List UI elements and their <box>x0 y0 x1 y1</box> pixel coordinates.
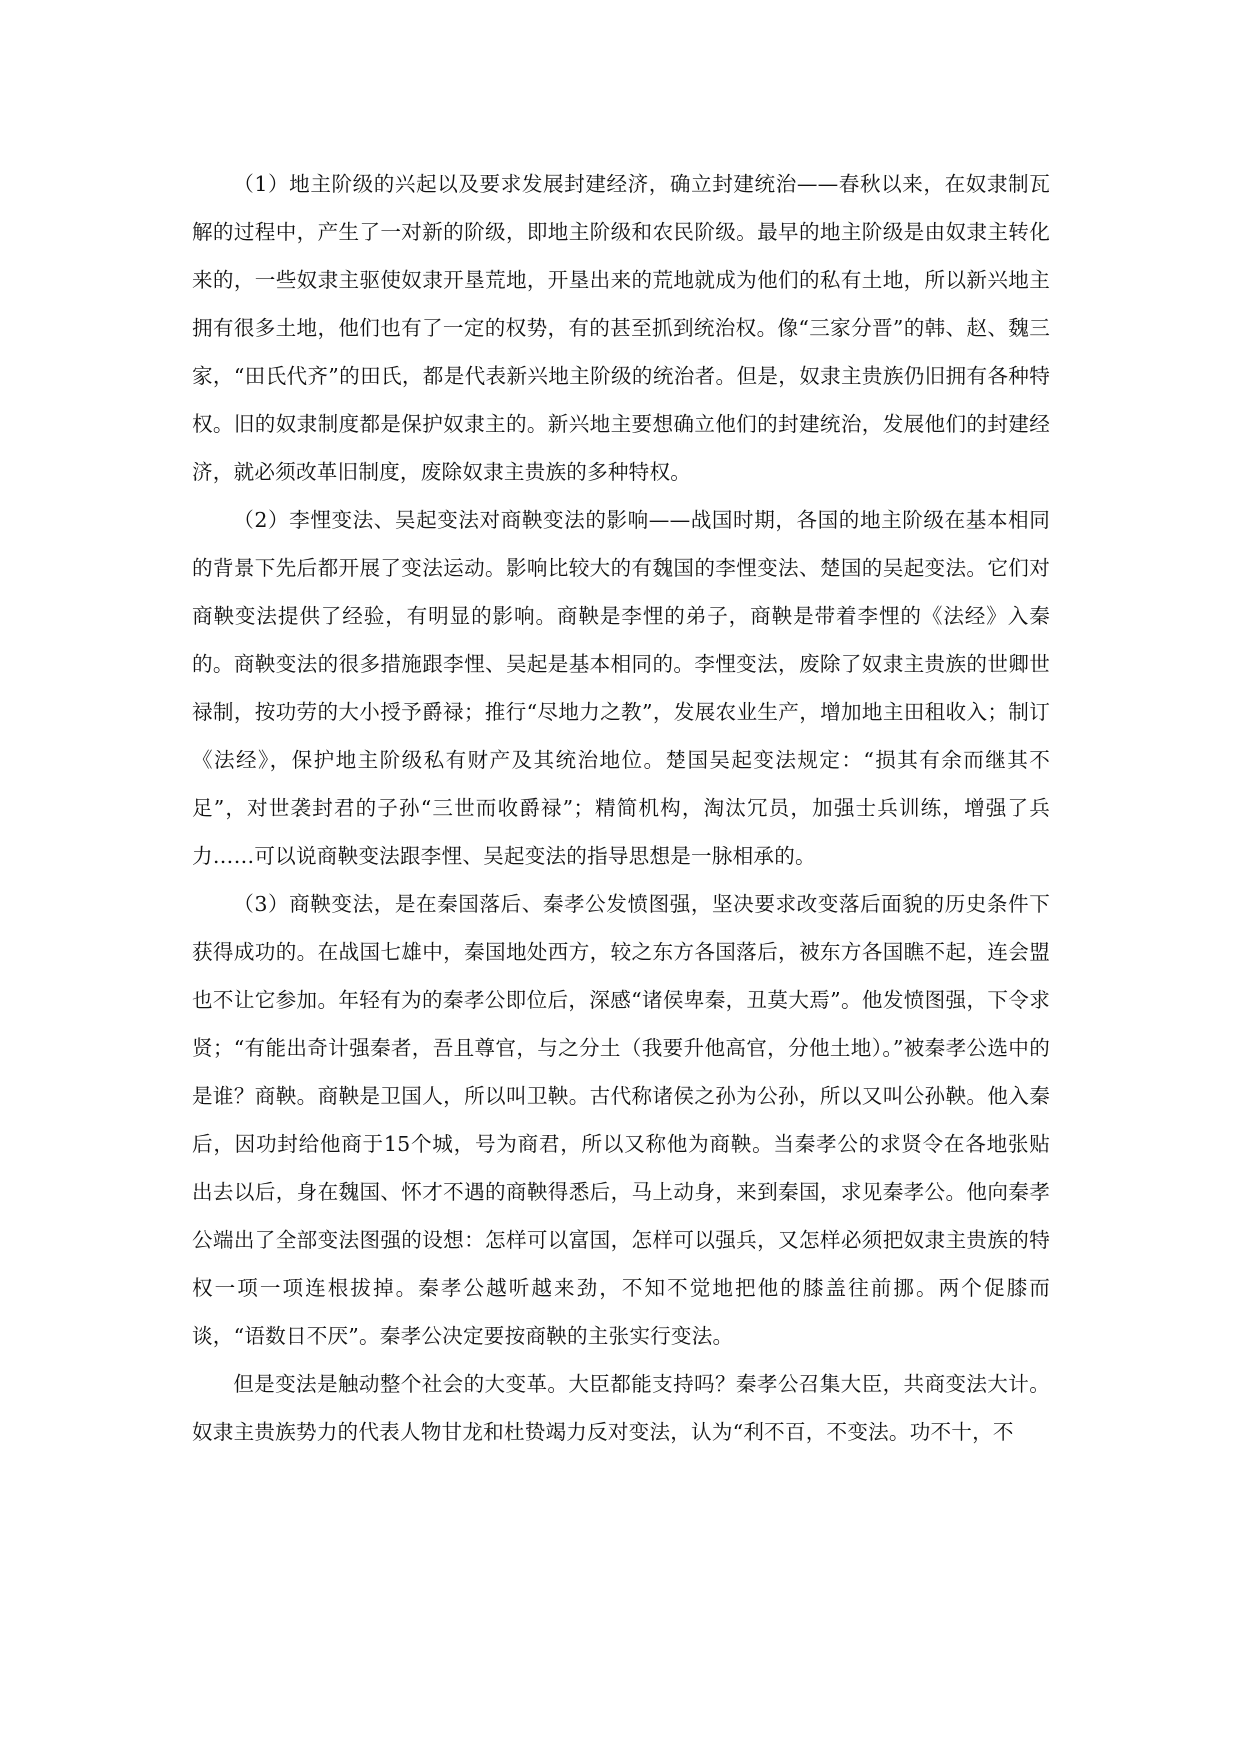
paragraph-rise-of-landlord-class: （1）地主阶级的兴起以及要求发展封建经济，确立封建统治——春秋以来，在奴隶制瓦解的过程中，产生了一对新的阶级，即地主阶级和农民阶级。最早的地主阶级是由奴隶主转化来的，一些奴隶主驱使奴隶开垦荒地，开垦出来的荒地就成为他们的私有土地，所以新兴地主拥有很多土地，他们也有了一定的权势，有的甚至抓到统治权。像“三家分晋”的韩、赵、魏三家，“田氏代齐”的田氏，都是代表新兴地主阶级的统治者。但是，奴隶主贵族仍旧拥有各种特权。旧的奴隶制度都是保护奴隶主的。新兴地主要想确立他们的封建统治，发展他们的封建经济，就必须改革旧制度，废除奴隶主贵族的多种特权。 <box>192 172 1050 484</box>
paragraph-shang-yang-reform: （3）商鞅变法，是在秦国落后、秦孝公发愤图强，坚决要求改变落后面貌的历史条件下获得成功的。在战国七雄中，秦国地处西方，较之东方各国落后，被东方各国瞧不起，连会盟也不让它参加。年轻有为的秦孝公即位后，深感“诸侯卑秦，丑莫大焉”。他发愤图强，下令求贤；“有能出奇计强秦者，吾且尊官，与之分土（我要升他高官，分他土地）。”被秦孝公选中的是谁？商鞅。商鞅是卫国人，所以叫卫鞅。古代称诸侯之孙为公孙，所以又叫公孙鞅。他入秦后，因功封给他商于15个城，号为商君，所以又称他为商鞅。当秦孝公的求贤令在各地张贴出去以后，身在魏国、怀才不遇的商鞅得悉后，马上动身，来到秦国，求见秦孝公。他向秦孝公端出了全部变法图强的设想：怎样可以富国，怎样可以强兵，又怎样必须把奴隶主贵族的特权一项一项连根拔掉。秦孝公越听越来劲，不知不觉地把他的膝盖往前挪。两个促膝而谈，“语数日不厌”。秦孝公决定要按商鞅的主张实行变法。 <box>192 892 1050 1348</box>
document-body <box>192 160 1050 1456</box>
paragraph-li-kui-wu-qi-reforms: （2）李悝变法、吴起变法对商鞅变法的影响——战国时期，各国的地主阶级在基本相同的背景下先后都开展了变法运动。影响比较大的有魏国的李悝变法、楚国的吴起变法。它们对商鞅变法提供了经验，有明显的影响。商鞅是李悝的弟子，商鞅是带着李悝的《法经》入秦的。商鞅变法的很多措施跟李悝、吴起是基本相同的。李悝变法，废除了奴隶主贵族的世卿世禄制，按功劳的大小授予爵禄；推行“尽地力之教”，发展农业生产，增加地主田租收入；制订《法经》，保护地主阶级私有财产及其统治地位。楚国吴起变法规定：“损其有余而继其不足”，对世袭封君的子孙“三世而收爵禄”；精简机构，淘汰冗员，加强士兵训练，增强了兵力……可以说商鞅变法跟李悝、吴起变法的指导思想是一脉相承的。 <box>192 508 1050 868</box>
paragraph-court-debate: 但是变法是触动整个社会的大变革。大臣都能支持吗？秦孝公召集大臣，共商变法大计。奴隶主贵族势力的代表人物甘龙和杜贽竭力反对变法，认为“利不百，不变法。功不十，不 <box>192 1372 1050 1444</box>
